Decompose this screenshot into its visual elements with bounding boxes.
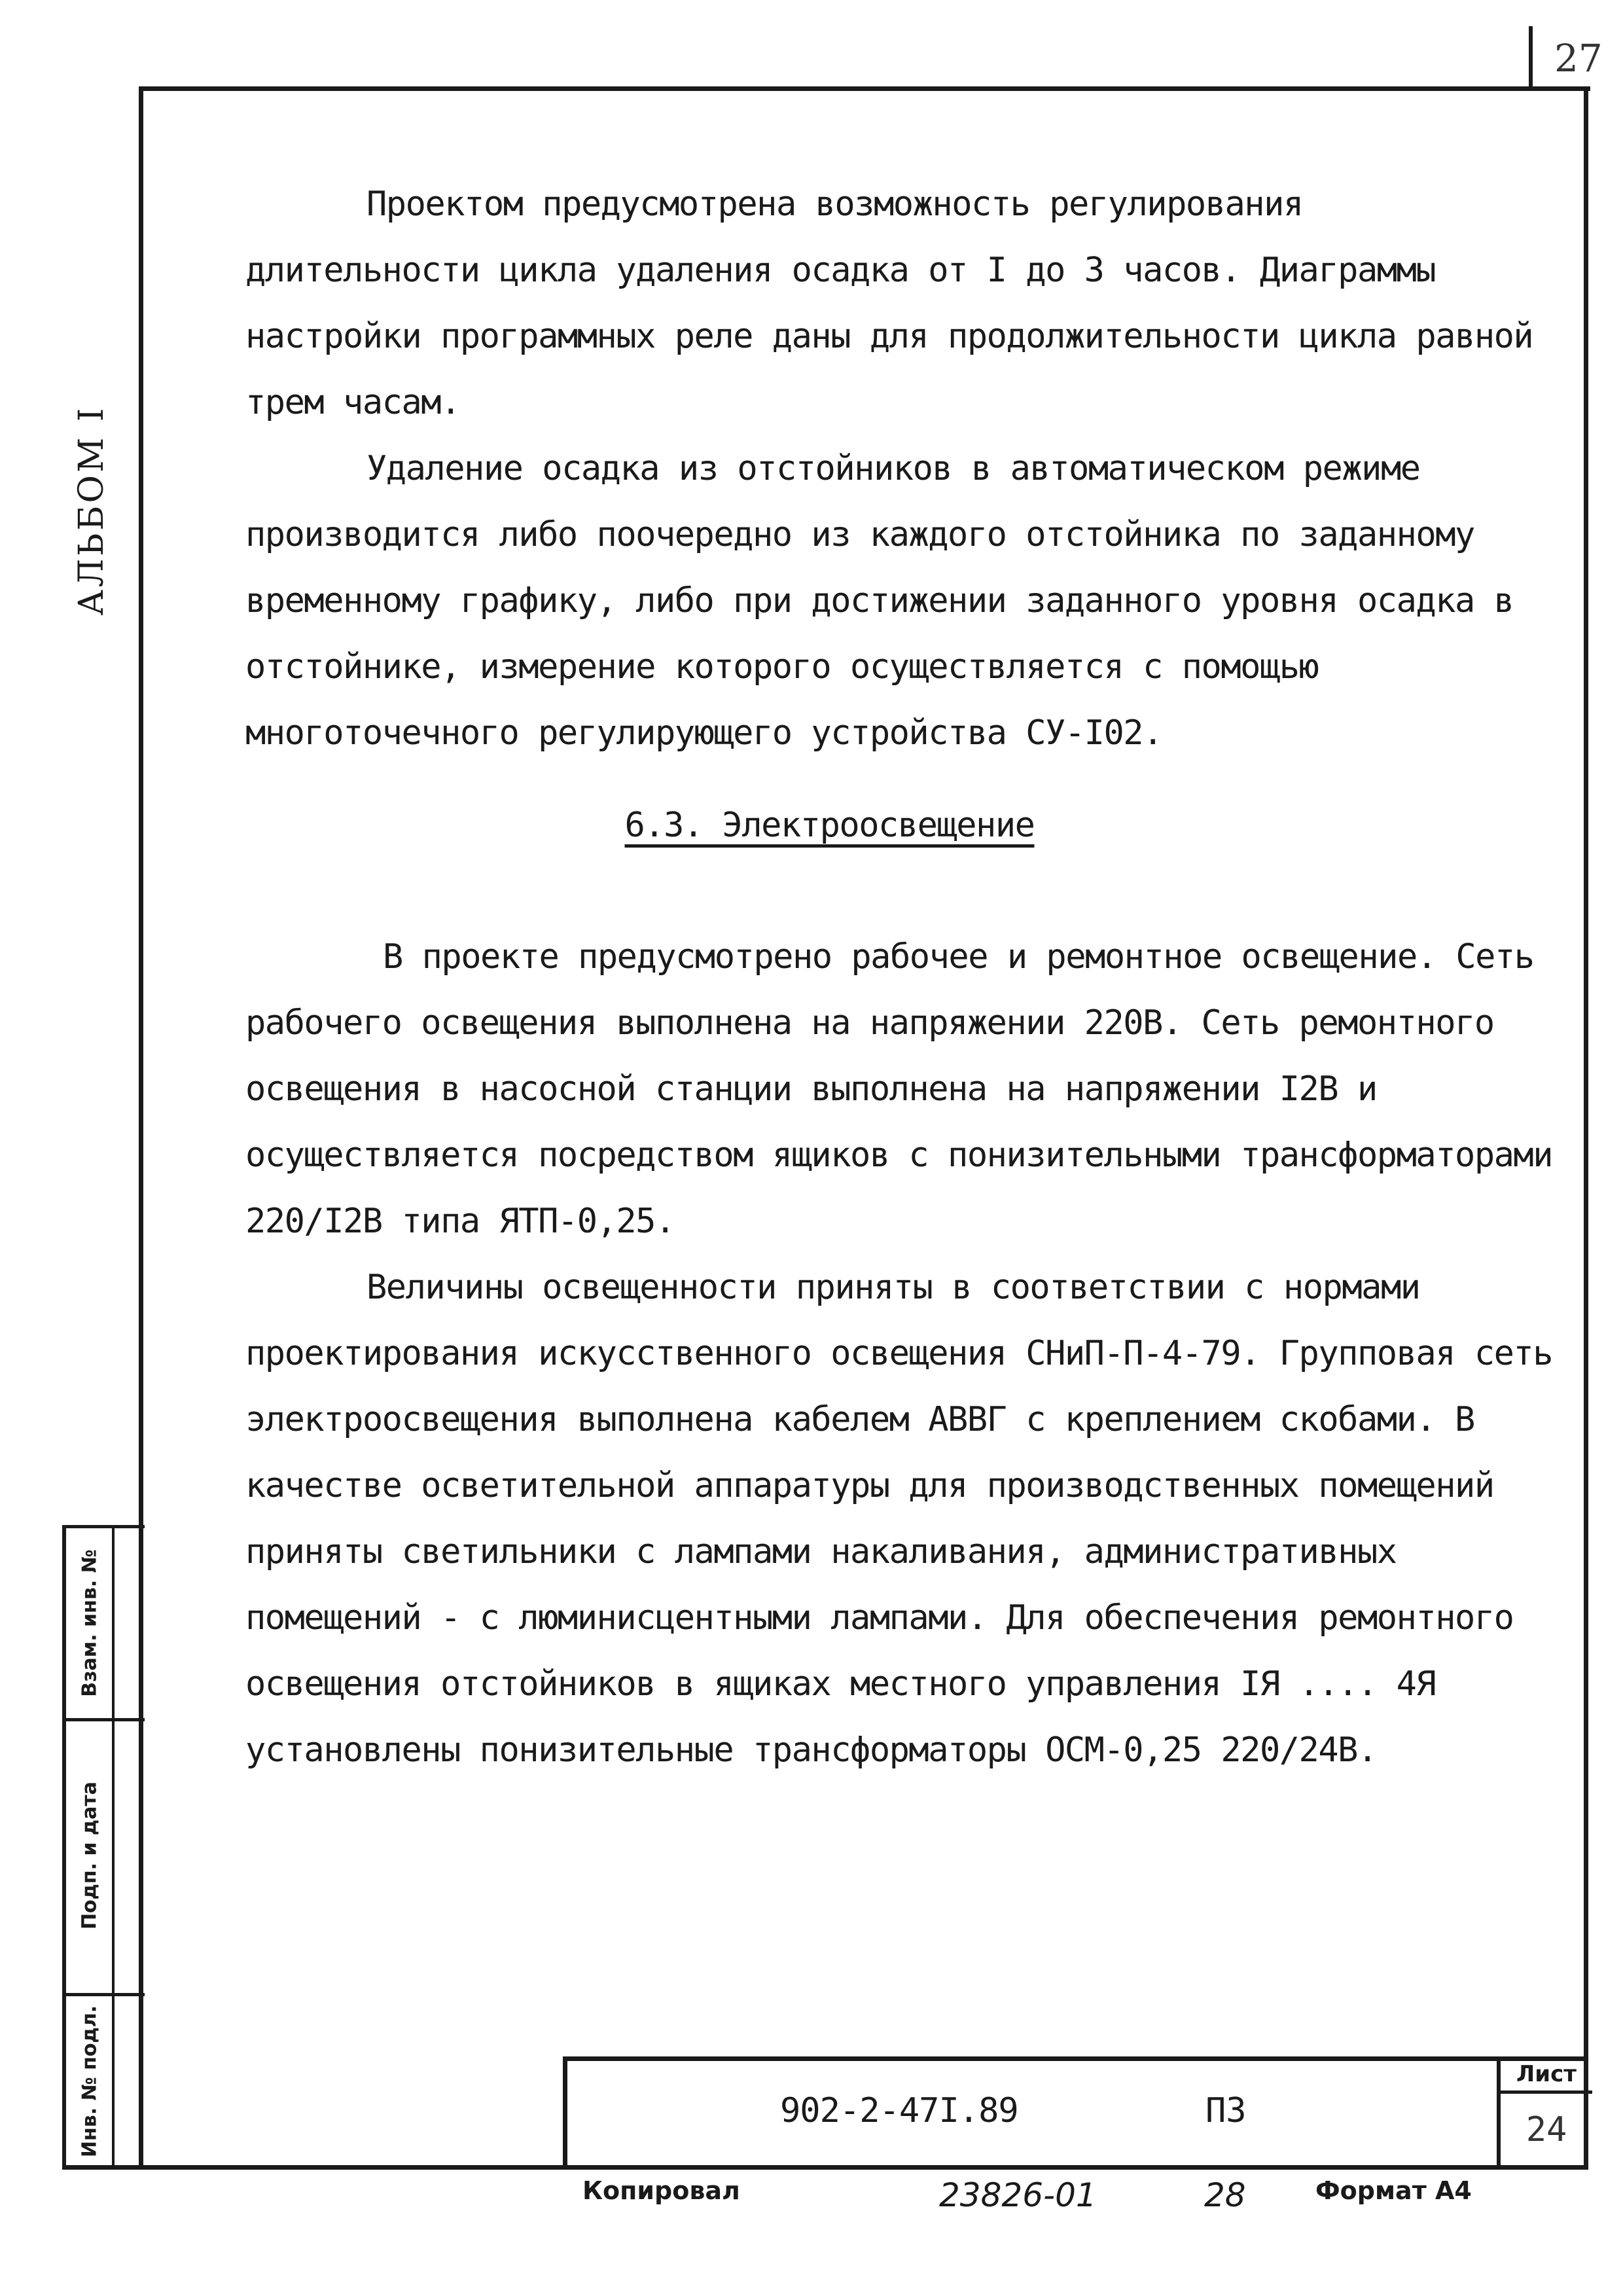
page-number: 27 xyxy=(1554,36,1603,81)
frame-right-border xyxy=(1584,86,1588,2168)
strip-row-divider xyxy=(66,1993,145,1996)
paragraph-lighting-network: В проекте предусмотрено рабочее и ремонтное освещение. Сеть рабочего освещения выполнена на напряжении 220В. Сеть ремонтного освещения в насосной станции выполнена на напряжении I2В и осуществляется посредством ящиков с понизительными трансформаторами 220/I2В типа ЯТП-0,25. xyxy=(245,937,1553,1241)
paragraph-cycle-regulation: Проектом предусмотрена возможность регулирования длительности цикла удаления осадка от I до 3 часов. Диаграммы настройки программных реле даны для продолжительности цикла равной трем часам. xyxy=(245,185,1533,422)
section-heading xyxy=(245,793,1554,859)
footer-sheet-count: 28 xyxy=(1204,2176,1246,2214)
footer-format: Формат А4 xyxy=(1315,2176,1472,2205)
paragraph-sediment-removal: Удаление осадка из отстойников в автоматическом режиме производится либо поочередно из каждого отстойника по заданному временному графику, либо при достижении заданного уровня осадка в отстойнике, измерение которого осуществляется с помощью многоточечного регулирующего устройства СУ-I02. xyxy=(245,449,1514,753)
footer-copy-number: 23826-01 xyxy=(939,2176,1097,2214)
sheet-number: 24 xyxy=(1525,2110,1567,2149)
section-heading-text: 6.3. Электроосвещение xyxy=(624,806,1035,845)
title-block xyxy=(563,2056,1588,2169)
document-type: ПЗ xyxy=(1205,2091,1247,2130)
frame-top-border xyxy=(143,86,1590,91)
footer-copied-by: Копировал xyxy=(582,2176,740,2205)
sheet-box xyxy=(1497,2056,1592,2169)
corner-tick xyxy=(1529,26,1533,88)
album-label: АЛЬБОМ I xyxy=(72,405,111,616)
document-code: 902-2-47I.89 xyxy=(780,2091,1018,2130)
sheet-label: Лист xyxy=(1501,2056,1592,2094)
stamp-label-signature-date: Подп. и дата xyxy=(78,1781,101,1930)
paragraph-illumination-norms: Величины освещенности приняты в соответствии с нормами проектирования искусственного освещения СНиП-П-4-79. Групповая сеть электроосвещения выполнена кабелем АВВГ с креплением скобами. В качестве осветительной аппаратуры для производственных помещений приняты светильники с лампами накаливания, административных помещений - с люминисцентными лампами. Для обеспечения ремонтного освещения отстойников в ящиках местного управления IЯ .... 4Я установлены понизительные трансформаторы ОСМ-0,25 220/24В. xyxy=(245,1268,1553,1770)
document-body xyxy=(245,171,1554,1784)
stamp-label-replaced-inv: Взам. инв. № xyxy=(78,1549,101,1697)
strip-row-divider xyxy=(66,1718,145,1721)
side-stamp-strip xyxy=(62,1525,145,2170)
stamp-label-original-inv: Инв. № подл. xyxy=(78,2005,101,2158)
strip-divider xyxy=(112,1528,115,2170)
